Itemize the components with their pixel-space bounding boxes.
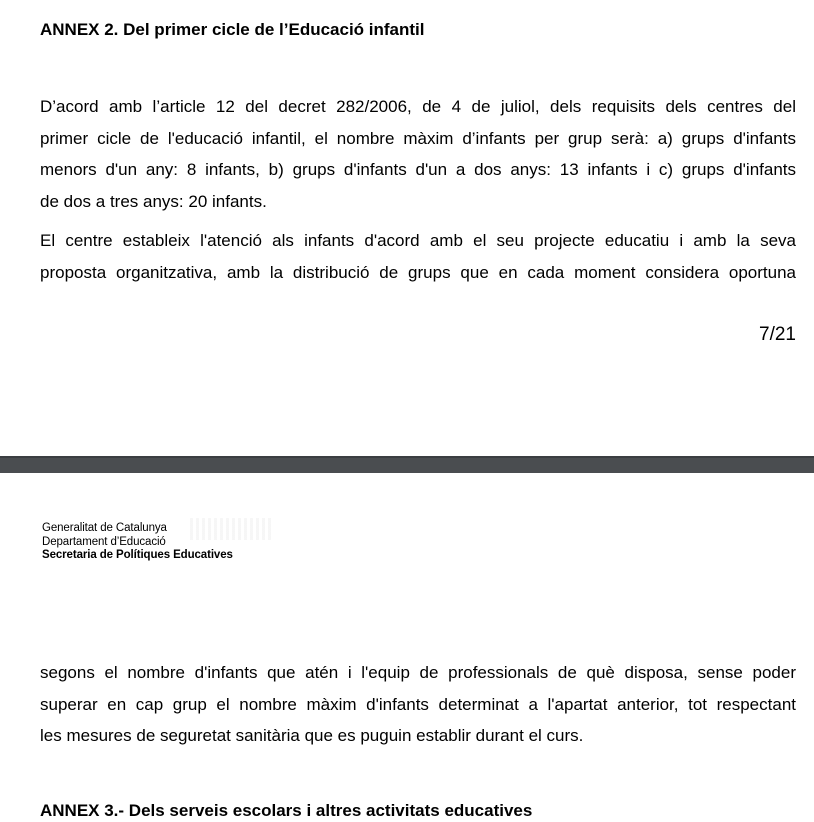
paragraph-line: primer cicle de l'educació infantil, el nombre màxim d’infants per grup serà: a) grups d'infants bbox=[40, 128, 796, 148]
paragraph-line: El centre estableix l'atenció als infants d'acord amb el seu projecte educatiu i amb la seva bbox=[40, 231, 796, 250]
letterhead-generalitat: Generalitat de Catalunya bbox=[42, 522, 167, 534]
paragraph-line: de dos a tres anys: 20 infants. bbox=[40, 192, 267, 212]
letterhead-secretaria: Secretaria de Polítiques Educatives bbox=[42, 549, 233, 561]
paragraph-line: segons el nombre d'infants que atén i l'equip de professionals de què disposa, sense poder bbox=[40, 663, 796, 682]
page-number: 7/21 bbox=[759, 324, 796, 345]
page-separator bbox=[0, 456, 814, 473]
letterhead-departament: Departament d’Educació bbox=[42, 535, 166, 548]
paragraph-line: D’acord amb l’article 12 del decret 282/2006, de 4 de juliol, dels requisits dels centres del bbox=[40, 97, 796, 116]
annex-3-heading: ANNEX 3.- Dels serveis escolars i altres activitats educatives bbox=[40, 801, 533, 820]
paragraph-line: les mesures de seguretat sanitària que es puguin establir durant el curs. bbox=[40, 726, 584, 746]
paragraph-line: menors d'un any: 8 infants, b) grups d'infants d'un a dos anys: 13 infants i c) grups d'infants bbox=[40, 160, 796, 180]
paragraph-line: superar en cap grup el nombre màxim d'infants determinat a l'apartat anterior, tot respectant bbox=[40, 694, 796, 714]
document-page-8 bbox=[0, 473, 814, 822]
letterhead bbox=[42, 522, 233, 563]
paragraph-line: proposta organitzativa, amb la distribució de grups que en cada moment considera oportuna bbox=[40, 262, 796, 282]
annex-2-heading: ANNEX 2. Del primer cicle de l’Educació infantil bbox=[40, 20, 425, 39]
